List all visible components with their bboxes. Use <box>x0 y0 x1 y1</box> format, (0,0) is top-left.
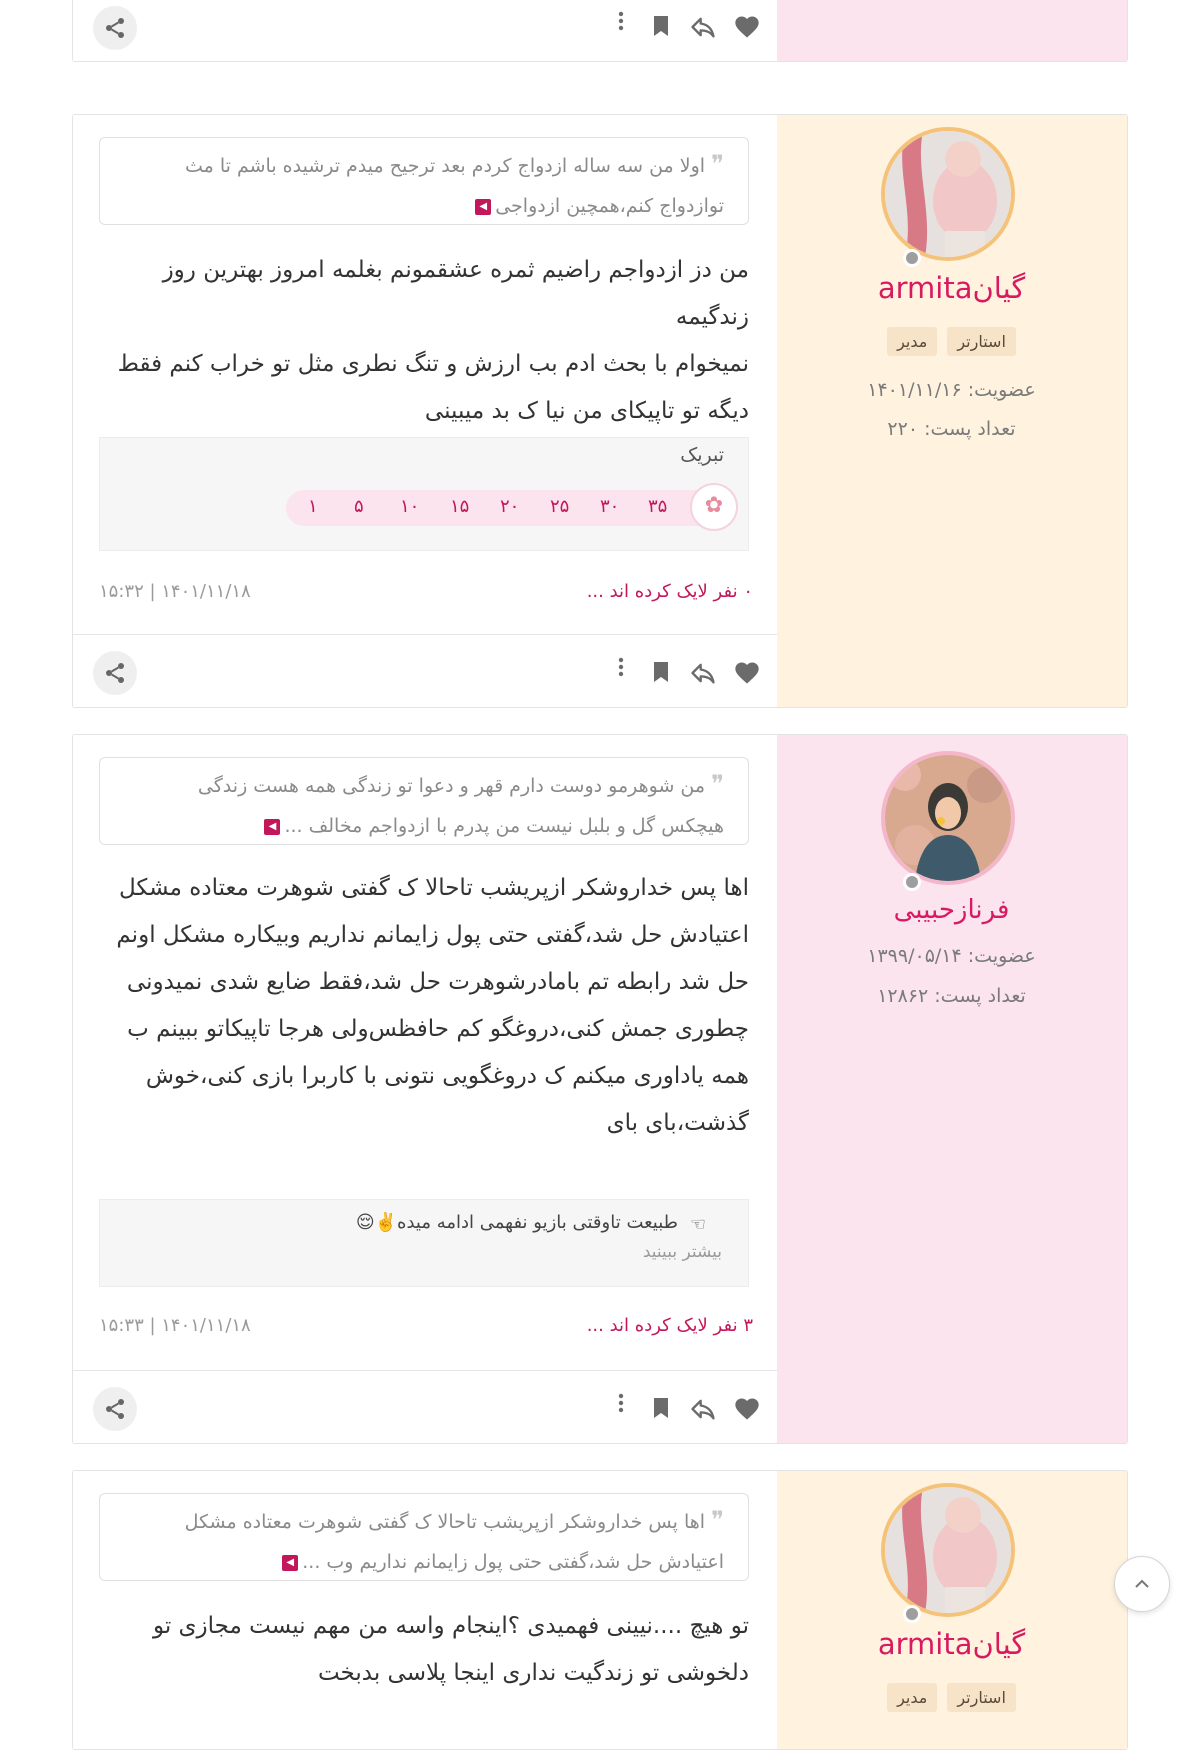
post-date: ۱۵:۳۲ | ۱۴۰۱/۱۱/۱۸ <box>99 581 251 602</box>
signature-text: طبیعت تاوقتی بازیو نفهمی ادامه میده✌️😌 <box>355 1212 678 1233</box>
divider <box>73 634 777 635</box>
quote-link-icon[interactable]: ◀ <box>282 1555 298 1571</box>
bookmark-button[interactable] <box>649 659 673 685</box>
chevron-up-icon <box>1115 1557 1169 1611</box>
avatar[interactable] <box>881 751 1015 885</box>
avatar[interactable] <box>881 127 1015 261</box>
avatar-image <box>885 755 1011 881</box>
reaction-progress <box>286 490 726 526</box>
reaction-step[interactable]: ۳۵ <box>648 496 668 517</box>
reaction-step[interactable]: ۱۵ <box>450 496 470 517</box>
quote-line: توازدواج کنم،همچین ازدواجی◀ <box>124 186 724 226</box>
post-content <box>73 1471 777 1749</box>
baby-icon[interactable]: ✿ <box>690 483 738 531</box>
reply-button[interactable] <box>688 659 718 687</box>
share-icon <box>103 661 127 685</box>
share-button[interactable] <box>93 651 137 695</box>
reaction-step[interactable]: ۵ <box>354 496 364 517</box>
bookmark-button[interactable] <box>649 1395 673 1421</box>
avatar-image <box>885 1487 1011 1613</box>
divider <box>73 1370 777 1371</box>
badge-starter: استارتر <box>947 327 1016 356</box>
join-date: عضویت: ۱۳۹۹/۰۵/۱۴ <box>867 945 1036 967</box>
badge-row <box>776 327 1127 356</box>
quote-block[interactable] <box>99 137 749 225</box>
reaction-title: تبریک <box>680 444 724 466</box>
post-content <box>73 0 777 61</box>
post-date: ۱۵:۳۳ | ۱۴۰۱/۱۱/۱۸ <box>99 1315 251 1336</box>
like-button[interactable] <box>733 1395 761 1423</box>
scroll-to-top-button[interactable] <box>1114 1556 1170 1612</box>
quote-mark-icon: ❞ <box>711 150 724 178</box>
badge-starter: استارتر <box>947 1683 1016 1712</box>
author-sidebar <box>776 0 1127 61</box>
quote-link-icon[interactable]: ◀ <box>475 199 491 215</box>
status-indicator <box>903 1605 921 1623</box>
reaction-box <box>99 437 749 551</box>
more-options-button[interactable] <box>609 655 633 679</box>
quote-line: ❞اولا من سه ساله ازدواج کردم بعد ترجیح میدم ترشیده باشم تا مث <box>184 150 724 178</box>
badge-admin: مدیر <box>887 1683 937 1712</box>
more-options-button[interactable] <box>609 1391 633 1415</box>
like-button[interactable] <box>733 659 761 687</box>
post-body: اها پس خداروشکر ازپریشب تاحالا ک گفتی شوهرت معتاده مشکل اعتیادش حل شد،گفتی حتی پول زایمانم نداریم وبیکاره مشکل اونم حل شد رابطه تم بامادرشوهرت حل شد،فقط ضایع شدی نمیدونی چطوری جمش کنی،دروغگو کم حافظس‌ولی هرجا تاپیکاتو ببینم ب همه یاداوری میکنم ک دروغگویی نتونی با کاربرا بازی کنی،خوش گذشت،بای بای <box>116 875 749 1136</box>
bookmark-button[interactable] <box>649 13 673 39</box>
post-card <box>72 734 1128 1444</box>
reaction-step[interactable]: ۱ <box>308 496 318 517</box>
reaction-step[interactable]: ۳۰ <box>600 496 620 517</box>
reaction-step[interactable]: ۲۵ <box>550 496 570 517</box>
share-icon <box>103 16 127 40</box>
reply-button[interactable] <box>688 13 718 41</box>
author-sidebar <box>776 735 1127 1443</box>
reaction-step[interactable]: ۲۰ <box>500 496 520 517</box>
post-count: تعداد پست: ۲۲۰ <box>887 418 1016 440</box>
author-sidebar <box>776 1471 1127 1749</box>
likes-count[interactable]: ۰ نفر لایک کرده اند ... <box>586 581 753 602</box>
quote-block[interactable] <box>99 1493 749 1581</box>
post-content <box>73 735 777 1443</box>
avatar[interactable] <box>881 1483 1015 1617</box>
status-indicator <box>903 873 921 891</box>
badge-admin: مدیر <box>887 327 937 356</box>
quote-line: اعتیادش حل شد،گفتی حتی پول زایمانم نداریم وب ...◀ <box>124 1542 724 1582</box>
quote-link-icon[interactable]: ◀ <box>264 819 280 835</box>
username[interactable]: فرنازحبیبی <box>893 895 1010 925</box>
like-button[interactable] <box>733 13 761 41</box>
see-more-link[interactable]: بیشتر ببینید <box>642 1242 722 1262</box>
author-sidebar <box>776 115 1127 707</box>
quote-mark-icon: ❞ <box>711 770 724 798</box>
reply-button[interactable] <box>688 1395 718 1423</box>
join-date: عضویت: ۱۴۰۱/۱۱/۱۶ <box>867 379 1036 401</box>
post-card <box>72 114 1128 708</box>
post-card-partial <box>72 0 1128 62</box>
status-indicator <box>903 249 921 267</box>
share-icon <box>103 1397 127 1421</box>
quote-block[interactable] <box>99 757 749 845</box>
signature-box <box>99 1199 749 1287</box>
share-button[interactable] <box>93 1387 137 1431</box>
post-content <box>73 115 777 707</box>
share-button[interactable] <box>93 6 137 50</box>
username[interactable]: armitaگیان <box>877 1627 1026 1661</box>
avatar-image <box>885 131 1011 257</box>
badge-row <box>776 1683 1127 1712</box>
quote-line: ❞اها پس خداروشکر ازپریشب تاحالا ک گفتی شوهرت معتاده مشکل <box>184 1506 724 1534</box>
more-options-button[interactable] <box>609 9 633 33</box>
post-body: تو هیچ ....نیینی فهمیدی ؟اینجام واسه من مهم نیست مجازی تو دلخوشی تو زندگیت نداری اینجا پلاسی بدبخت <box>152 1613 749 1686</box>
quote-line: هیچکس گل و بلبل نیست من پدرم با ازدواجم مخالف ...◀ <box>124 806 724 846</box>
post-count: تعداد پست: ۱۲۸۶۲ <box>877 985 1026 1007</box>
post-body: من دز ازدواجم راضیم ثمره عشقمونم بغلمه امروز بهترین روز زندگیمه نمیخوام با بحث ادم بب ارزش و تنگ نطری مثل تو خراب کنم فقط دیگه تو تاپیکای من نیا ک بد میبینی <box>117 257 749 424</box>
signature-icon: ☜ <box>689 1214 706 1235</box>
reaction-step[interactable]: ۱۰ <box>400 496 420 517</box>
likes-count[interactable]: ۳ نفر لایک کرده اند ... <box>586 1315 753 1336</box>
quote-mark-icon: ❞ <box>711 1506 724 1534</box>
username[interactable]: armitaگیان <box>877 271 1026 305</box>
post-card <box>72 1470 1128 1750</box>
quote-line: ❞من شوهرمو دوست دارم قهر و دعوا تو زندگی همه هست زندگی <box>197 770 724 798</box>
